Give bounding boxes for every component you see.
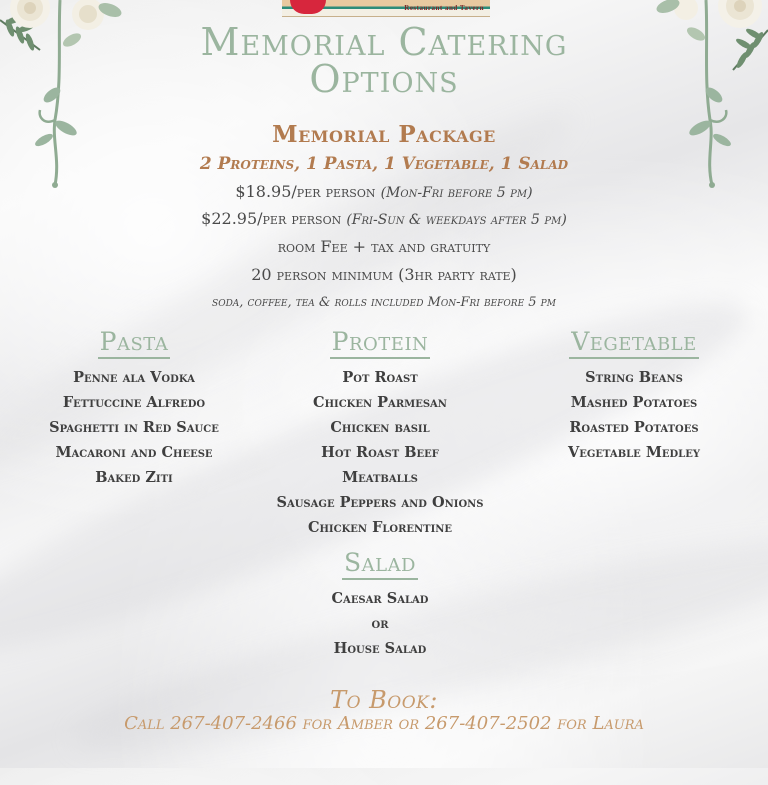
price-weekend [0,209,768,228]
protein-list [250,365,510,540]
restaurant-logo [282,0,490,17]
vegetable-list [528,365,740,465]
vegetable-section [528,327,740,465]
price-weekend-value: $22.95/per person [201,209,342,228]
pasta-heading: Pasta [98,327,171,359]
list-item: Chicken Parmesan [313,394,447,411]
list-item: Roasted Potatoes [569,419,699,436]
list-item: Macaroni and Cheese [55,444,213,461]
list-item: String Beans [585,369,683,386]
page-title [0,20,768,101]
list-item: Chicken basil [330,419,430,436]
room-fee: room Fee + tax and gratuity [277,237,491,256]
list-item: Sausage Peppers and Onions [276,494,484,511]
title-line-1: Memorial Catering [200,20,568,64]
pasta-section [14,327,254,490]
booking-heading: To Book: [330,686,438,714]
protein-heading: Protein [330,327,431,359]
list-item: Vegetable Medley [568,444,700,461]
salad-heading: Salad [342,548,418,580]
salad-section [264,548,496,661]
protein-section [250,327,510,540]
list-item: Spaghetti in Red Sauce [49,419,219,436]
price-weekday-value: $18.95/per person [235,182,376,201]
logo-tagline: Restaurant and Tavern [404,4,484,12]
list-item: Chicken Florentine [307,519,453,536]
pasta-list [14,365,254,490]
price-weekday [0,182,768,201]
booking-contact: Call 267-407-2466 for Amber or 267-407-2502 for Laura [124,713,644,734]
salad-list [264,586,496,661]
list-item: Pot Roast [342,369,418,386]
list-item: or [371,615,389,632]
list-item: Hot Roast Beef [321,444,439,461]
list-item: Meatballs [342,469,418,486]
vegetable-heading: Vegetable [569,327,699,359]
price-weekend-note: (Fri-Sun & weekdays after 5 pm) [346,212,567,228]
list-item: Mashed Potatoes [570,394,698,411]
included-note: soda, coffee, tea & rolls included Mon-Fri before 5 pm [212,295,556,310]
package-subtitle: 2 Proteins, 1 Pasta, 1 Vegetable, 1 Salad [199,154,569,174]
logo-swoosh-icon [290,0,326,14]
list-item: Penne ala Vodka [73,369,195,386]
price-weekday-note: (Mon-Fri before 5 pm) [380,185,533,201]
list-item: Caesar Salad [331,590,429,607]
list-item: Baked Ziti [95,469,173,486]
person-minimum: 20 person minimum (3hr party rate) [251,265,517,284]
list-item: House Salad [333,640,427,657]
title-line-2: Options [309,57,459,101]
package-title: Memorial Package [272,121,496,148]
list-item: Fettuccine Alfredo [62,394,206,411]
